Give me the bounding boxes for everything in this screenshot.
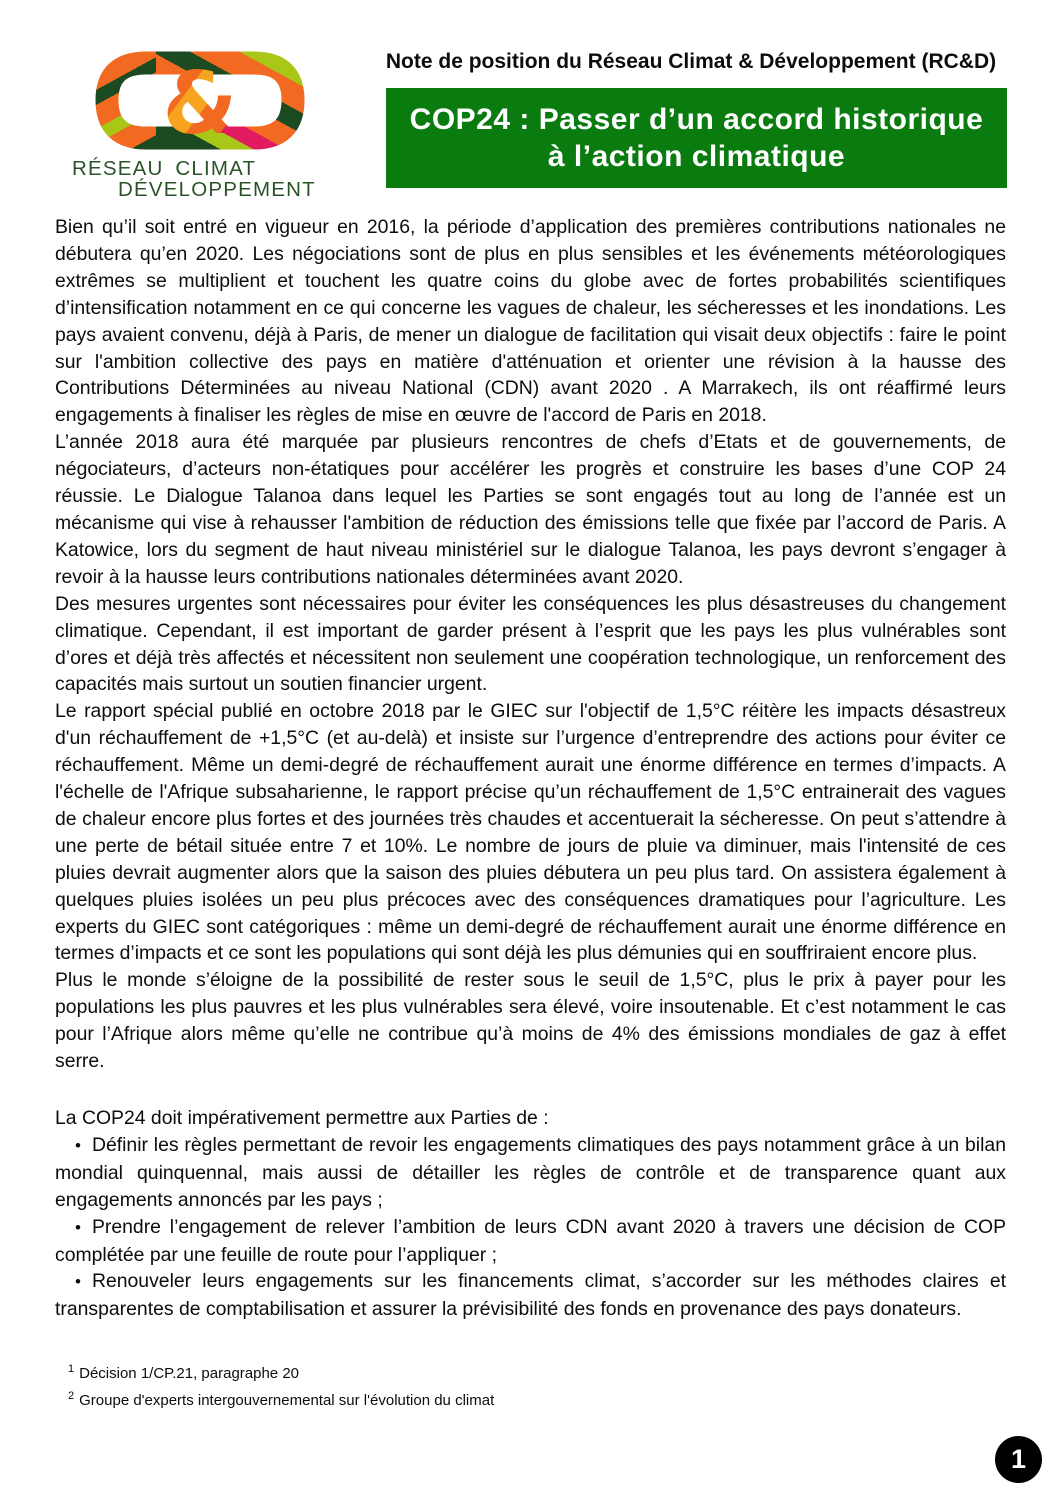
document-kicker: Note de position du Réseau Climat & Développement (RC&D) xyxy=(385,50,997,73)
body-paragraph: Bien qu’il soit entré en vigueur en 2016, la période d’application des premières contributions nationales ne débutera qu’en 2020. Les négociations sont de plus en plus sensibles et les événements météorologiques extrêmes se multiplient et touchent les quatre coins du globe avec de fortes probabilités scientifiques d’intensification notamment en ce qui concerne les vagues de chaleur, les sécheresses et les inondations. Les pays avaient convenu, déjà à Paris, de mener un dialogue de facilitation qui visait deux objectifs : faire le point sur l'ambition collective des pays en matière d'atténuation et orienter une révision à la hausse des Contributions Déterminées au niveau National (CDN) avant 2020 . A Marrakech, ils ont réaffirmé leurs engagements à finaliser les règles de mise en œuvre de l'accord de Paris en 2018. xyxy=(55,216,1006,427)
footnote-marker: 1 xyxy=(68,1363,75,1375)
bullet-text: Prendre l’engagement de relever l’ambition de leurs CDN avant 2020 à travers une décision de COP complétée par une feuille de route pour l’appliquer ; xyxy=(55,1215,1006,1266)
body-paragraph: Des mesures urgentes sont nécessaires pour éviter les conséquences les plus désastreuses du changement climatique. Cependant, il est important de garder présent à l’esprit que les pays les plus vulnérables sont d’ores et déjà très affectés et nécessitent non seulement une coopération technologique, un renforcement des capacités mais surtout un soutien financier urgent. xyxy=(55,592,1006,696)
bullet-marker: • xyxy=(75,1272,81,1292)
logo-wordmark-line2: DÉVELOPPEMENT xyxy=(118,178,316,201)
banner xyxy=(386,88,1007,188)
section-intro: La COP24 doit impérativement permettre aux Parties de : xyxy=(55,1107,549,1129)
bullet-text: Renouveler leurs engagements sur les financements climat, s’accorder sur les méthodes claires et transparentes de comptabilisation et assurer la prévisibilité des fonds en provenance des pays donateurs. xyxy=(55,1270,1006,1321)
footnote-text: Décision 1/CP.21, paragraphe 20 xyxy=(79,1365,299,1382)
banner-title-line2: à l’action climatique xyxy=(547,140,846,173)
body-paragraph: Plus le monde s’éloigne de la possibilité de rester sous le seuil de 1,5°C, plus le prix à payer pour les populations les plus pauvres et les plus vulnérables sera élevé, voire insoutenable. Et c’est notamment le cas pour l’Afrique alors même qu’elle ne contribue qu’à moins de 4% des émissions mondiales de gaz à effet serre. xyxy=(55,969,1006,1073)
bullet-text: Définir les règles permettant de revoir les engagements climatiques des pays notamment grâce à un bilan mondial quinquennal, mais aussi de détailler les règles de contrôle et de transparence quant aux engagements annoncés par les pays ; xyxy=(55,1133,1006,1211)
footnote xyxy=(68,1385,494,1412)
bullet-item xyxy=(55,1268,1006,1323)
banner-title-line1: COP24 : Passer d’un accord historique xyxy=(409,103,984,136)
bullet-item xyxy=(55,1214,1006,1269)
bullet-marker: • xyxy=(75,1135,81,1155)
svg-text:&: & xyxy=(162,54,238,152)
page-number-badge xyxy=(995,1436,1042,1483)
bullet-item xyxy=(55,1132,1006,1214)
logo-wordmark-line1: RÉSEAU CLIMAT xyxy=(72,157,257,180)
footnote-text: Groupe d'experts intergouvernemental sur l'évolution du climat xyxy=(79,1392,495,1409)
footnotes xyxy=(68,1358,494,1412)
body-paragraph: L’année 2018 aura été marquée par plusieurs rencontres de chefs d’Etats et de gouvernements, de négociateurs, d’acteurs non-étatiques pour accélérer les progrès et construire les bases d’une COP 24 réussie. Le Dialogue Talanoa dans lequel les Parties se sont engagés tout au long de l’année est un mécanisme qui vise à rehausser l'ambition de réduction des émissions telle que fixée par l’accord de Paris. A Katowice, lors du segment de haut niveau ministériel sur le dialogue Talanoa, les pays devront s’engager à revoir à la hausse leurs contributions nationales déterminées avant 2020. xyxy=(55,431,1006,588)
cd-logo-icon xyxy=(94,50,306,152)
footnote xyxy=(68,1358,494,1385)
body-content xyxy=(55,214,1006,1323)
bullet-marker: • xyxy=(75,1217,81,1237)
page-number: 1 xyxy=(1010,1444,1027,1474)
cd-logo xyxy=(72,50,322,202)
footnote-marker: 2 xyxy=(68,1390,75,1402)
body-paragraph: Le rapport spécial publié en octobre 2018 par le GIEC sur l'objectif de 1,5°C réitère les impacts désastreux d'un réchauffement de +1,5°C (et au-delà) et insiste sur l’urgence d’entreprendre des actions pour éviter ce réchauffement. Même un demi-degré de réchauffement aurait une énorme différence en termes d’impacts. A l'échelle de l'Afrique subsaharienne, le rapport précise qu’un réchauffement de 1,5°C entrainerait des vagues de chaleur encore plus fortes et des journées très chaudes et accentuerait la sécheresse. On peut s’attendre à une perte de bétail située entre 7 et 10%. Le nombre de jours de pluie va diminuer, mais l'intensité de ces pluies devrait augmenter alors que la saison des pluies débutera un peu plus tard. On assistera également à quelques pluies isolées un peu plus précoces avec des conséquences dramatiques pour l’agriculture. Les experts du GIEC sont catégoriques : même un demi-degré de réchauffement aurait une énorme différence en termes d’impacts et ce sont les populations qui sont déjà les plus démunies qui en souffriraient encore plus. xyxy=(55,700,1006,965)
